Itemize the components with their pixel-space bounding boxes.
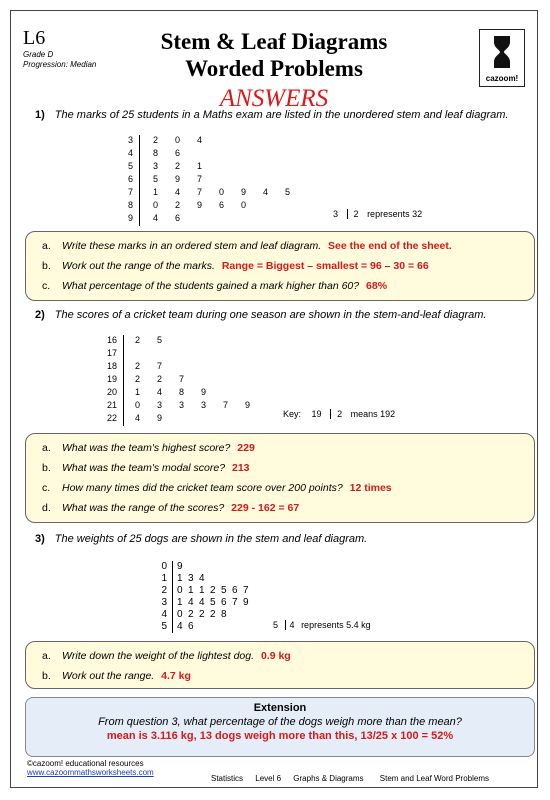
footer-link[interactable]: www.cazoommathsworksheets.com: [27, 768, 154, 777]
part-label: c.: [42, 280, 51, 292]
part-answer: 229 - 162 = 67: [231, 502, 300, 514]
stem-value: 16: [106, 335, 117, 345]
leaf-value: 3: [179, 400, 185, 410]
question-2-number: 2): [35, 309, 45, 321]
part-answer: 4.7 kg: [161, 670, 191, 682]
leaf-value: 7: [223, 400, 229, 410]
part-label: a.: [42, 240, 51, 252]
leaf-value: 0: [219, 187, 225, 197]
stem-divider: [123, 335, 124, 426]
leaf-value: 4: [177, 621, 183, 632]
leaf-value: 2: [175, 161, 181, 171]
answer-item: [42, 280, 387, 292]
worksheet-page: [10, 10, 538, 788]
key-1-text: represents 32: [367, 209, 423, 219]
part-question: Write down the weight of the lightest dog.: [62, 650, 257, 662]
title-line-1: Stem & Leaf Diagrams: [160, 29, 388, 54]
leaf-value: 2: [188, 609, 194, 620]
logo-text: cazoom!: [485, 74, 519, 83]
leaf-value: 3: [157, 400, 163, 410]
key-2-stem: 19: [311, 409, 322, 419]
key-3-leaf: 4: [285, 620, 295, 630]
question-2-text: The scores of a cricket team during one season are shown in the stem-and-leaf diagram.: [54, 309, 487, 321]
question-3-answers-box: [25, 641, 535, 689]
stem-value: 5: [161, 621, 167, 632]
footer-tag: Graphs & Diagrams: [293, 774, 364, 783]
extension-box: [25, 697, 535, 757]
stem-value: 5: [127, 161, 133, 171]
leaf-value: 4: [199, 573, 205, 584]
logo-icon: [480, 30, 524, 74]
question-1-number: 1): [35, 109, 45, 121]
leaf-value: 2: [157, 374, 163, 384]
part-answer: 0.9 kg: [260, 650, 291, 662]
part-label: d.: [42, 502, 51, 514]
key-3-stem: 5: [273, 620, 279, 630]
part-question: Write these marks in an ordered stem and leaf diagram.: [62, 240, 325, 252]
stem-value: 2: [161, 585, 167, 596]
question-1: [35, 109, 508, 121]
part-question: Work out the range.: [62, 670, 158, 682]
key-1-leaf: 2: [347, 209, 359, 219]
key-1-stem: 3: [333, 209, 339, 219]
stem-value: 4: [127, 148, 133, 158]
question-1-answers-box: [25, 231, 535, 301]
footer-copyright: ©cazoom! educational resources: [27, 759, 144, 768]
leaf-value: 4: [153, 213, 159, 223]
footer: [27, 759, 154, 777]
stem-value: 18: [106, 361, 117, 371]
leaf-value: 9: [177, 561, 183, 572]
key-2-label: Key:: [283, 409, 302, 419]
leaf-value: 3: [188, 573, 194, 584]
leaf-value: 1: [199, 585, 205, 596]
leaf-value: 0: [153, 200, 159, 210]
key-2-leaf: 2: [330, 409, 342, 419]
key-1: [333, 209, 422, 219]
leaf-value: 6: [175, 213, 181, 223]
leaf-value: 4: [199, 597, 205, 608]
answer-item: [42, 482, 392, 494]
leaf-value: 2: [210, 585, 216, 596]
leaf-value: 8: [153, 148, 159, 158]
stem-value: 22: [106, 413, 117, 423]
leaf-value: 2: [175, 200, 181, 210]
grade-label: Grade D: [23, 50, 54, 59]
leaf-value: 5: [285, 187, 291, 197]
extension-question: From question 3, what percentage of the dogs weigh more than the mean?: [98, 716, 462, 728]
leaf-value: 2: [135, 361, 141, 371]
leaf-value: 7: [179, 374, 185, 384]
leaf-value: 0: [175, 135, 181, 145]
answer-item: [42, 240, 452, 252]
leaf-value: 7: [197, 174, 203, 184]
leaf-value: 8: [221, 609, 227, 620]
leaf-value: 4: [157, 387, 163, 397]
question-3-number: 3): [35, 533, 45, 545]
leaf-value: 8: [179, 387, 185, 397]
leaf-value: 4: [188, 597, 194, 608]
leaf-value: 4: [197, 135, 203, 145]
leaf-value: 9: [245, 400, 251, 410]
leaf-value: 0: [135, 400, 141, 410]
footer-tag: Stem and Leaf Word Problems: [379, 774, 490, 783]
key-2-text: means 192: [350, 409, 396, 419]
leaf-value: 9: [241, 187, 247, 197]
stem-value: 0: [161, 561, 167, 572]
stem-value: 8: [127, 200, 133, 210]
question-1-text: The marks of 25 students in a Maths exam are listed in the unordered stem and leaf diagram.: [54, 109, 509, 121]
stem-value: 3: [161, 597, 167, 608]
part-answer: 68%: [366, 280, 388, 292]
leaf-value: 7: [232, 597, 238, 608]
leaf-value: 1: [197, 161, 203, 171]
leaf-value: 0: [177, 585, 183, 596]
answer-item: [42, 502, 299, 514]
leaf-value: 6: [232, 585, 238, 596]
part-question: Work out the range of the marks.: [62, 260, 218, 272]
stem-divider: [139, 135, 140, 226]
leaf-value: 4: [175, 187, 181, 197]
stem-value: 4: [161, 609, 167, 620]
footer-tags: [211, 774, 489, 783]
leaf-value: 7: [157, 361, 163, 371]
stem-value: 20: [106, 387, 117, 397]
question-2: [35, 309, 486, 321]
leaf-value: 4: [135, 413, 141, 423]
stem-value: 17: [106, 348, 117, 358]
part-answer: Range = Biggest – smallest = 96 – 30 = 66: [221, 260, 429, 272]
part-label: c.: [42, 482, 51, 494]
stem-value: 1: [161, 573, 167, 584]
part-answer: See the end of the sheet.: [328, 240, 452, 252]
leaf-value: 5: [157, 335, 163, 345]
leaf-value: 6: [219, 200, 225, 210]
stem-value: 9: [127, 213, 133, 223]
answer-item: [42, 260, 429, 272]
leaf-value: 9: [197, 200, 203, 210]
leaf-value: 2: [153, 135, 159, 145]
leaf-value: 4: [263, 187, 269, 197]
footer-tag: Statistics: [211, 774, 244, 783]
extension-title: Extension: [253, 702, 307, 714]
key-3-text: represents 5.4 kg: [301, 620, 371, 630]
stem-value: 6: [127, 174, 133, 184]
leaf-value: 6: [175, 148, 181, 158]
stem-leaf-diagram-2: [87, 335, 287, 427]
leaf-value: 1: [135, 387, 141, 397]
part-question: What was the range of the scores?: [62, 502, 228, 514]
part-label: b.: [42, 462, 51, 474]
question-3-text: The weights of 25 dogs are shown in the stem and leaf diagram.: [54, 533, 368, 545]
part-answer: 229: [237, 442, 255, 454]
answer-item: [42, 442, 255, 454]
leaf-value: 2: [135, 335, 141, 345]
leaf-value: 5: [210, 597, 216, 608]
key-3: [273, 620, 371, 630]
leaf-value: 6: [221, 597, 227, 608]
leaf-value: 9: [157, 413, 163, 423]
stem-value: 21: [106, 400, 117, 410]
question-3: [35, 533, 367, 545]
footer-tag: Level 6: [255, 774, 282, 783]
leaf-value: 0: [241, 200, 247, 210]
part-label: a.: [42, 442, 51, 454]
part-answer: 213: [232, 462, 250, 474]
leaf-value: 2: [199, 609, 205, 620]
leaf-value: 5: [221, 585, 227, 596]
title-line-2: Worded Problems: [185, 56, 363, 81]
leaf-value: 7: [197, 187, 203, 197]
stem-value: 3: [127, 135, 133, 145]
answer-item: [42, 670, 191, 682]
leaf-value: 1: [177, 573, 183, 584]
leaf-value: 1: [153, 187, 159, 197]
part-label: a.: [42, 650, 51, 662]
part-question: What percentage of the students gained a mark higher than 60?: [62, 280, 363, 292]
part-answer: 12 times: [349, 482, 392, 494]
answer-item: [42, 462, 250, 474]
leaf-value: 9: [175, 174, 181, 184]
leaf-value: 1: [177, 597, 183, 608]
stem-value: 7: [127, 187, 133, 197]
leaf-value: 5: [153, 174, 159, 184]
leaf-value: 9: [201, 387, 207, 397]
leaf-value: 1: [188, 585, 194, 596]
answers-heading: ANSWERS: [219, 85, 329, 112]
part-question: What was the team's highest score?: [62, 442, 234, 454]
stem-value: 19: [106, 374, 117, 384]
leaf-value: 0: [177, 609, 183, 620]
leaf-value: 2: [210, 609, 216, 620]
stem-divider: [172, 561, 173, 633]
question-2-answers-box: [25, 433, 535, 523]
extension-answer: mean is 3.116 kg, 13 dogs weigh more than this, 13/25 x 100 = 52%: [106, 730, 454, 742]
part-label: b.: [42, 670, 51, 682]
progression-label: Progression: Median: [23, 60, 97, 69]
answer-item: [42, 650, 291, 662]
leaf-value: 7: [243, 585, 249, 596]
part-label: b.: [42, 260, 51, 272]
leaf-value: 3: [201, 400, 207, 410]
leaf-value: 2: [135, 374, 141, 384]
cazoom-logo: [479, 29, 525, 87]
leaf-value: 6: [188, 621, 194, 632]
part-question: What was the team's modal score?: [62, 462, 228, 474]
key-2: [283, 409, 395, 419]
leaf-value: 3: [153, 161, 159, 171]
level-label: L6: [23, 27, 46, 49]
leaf-value: 9: [243, 597, 249, 608]
part-question: How many times did the cricket team score over 200 points?: [62, 482, 346, 494]
